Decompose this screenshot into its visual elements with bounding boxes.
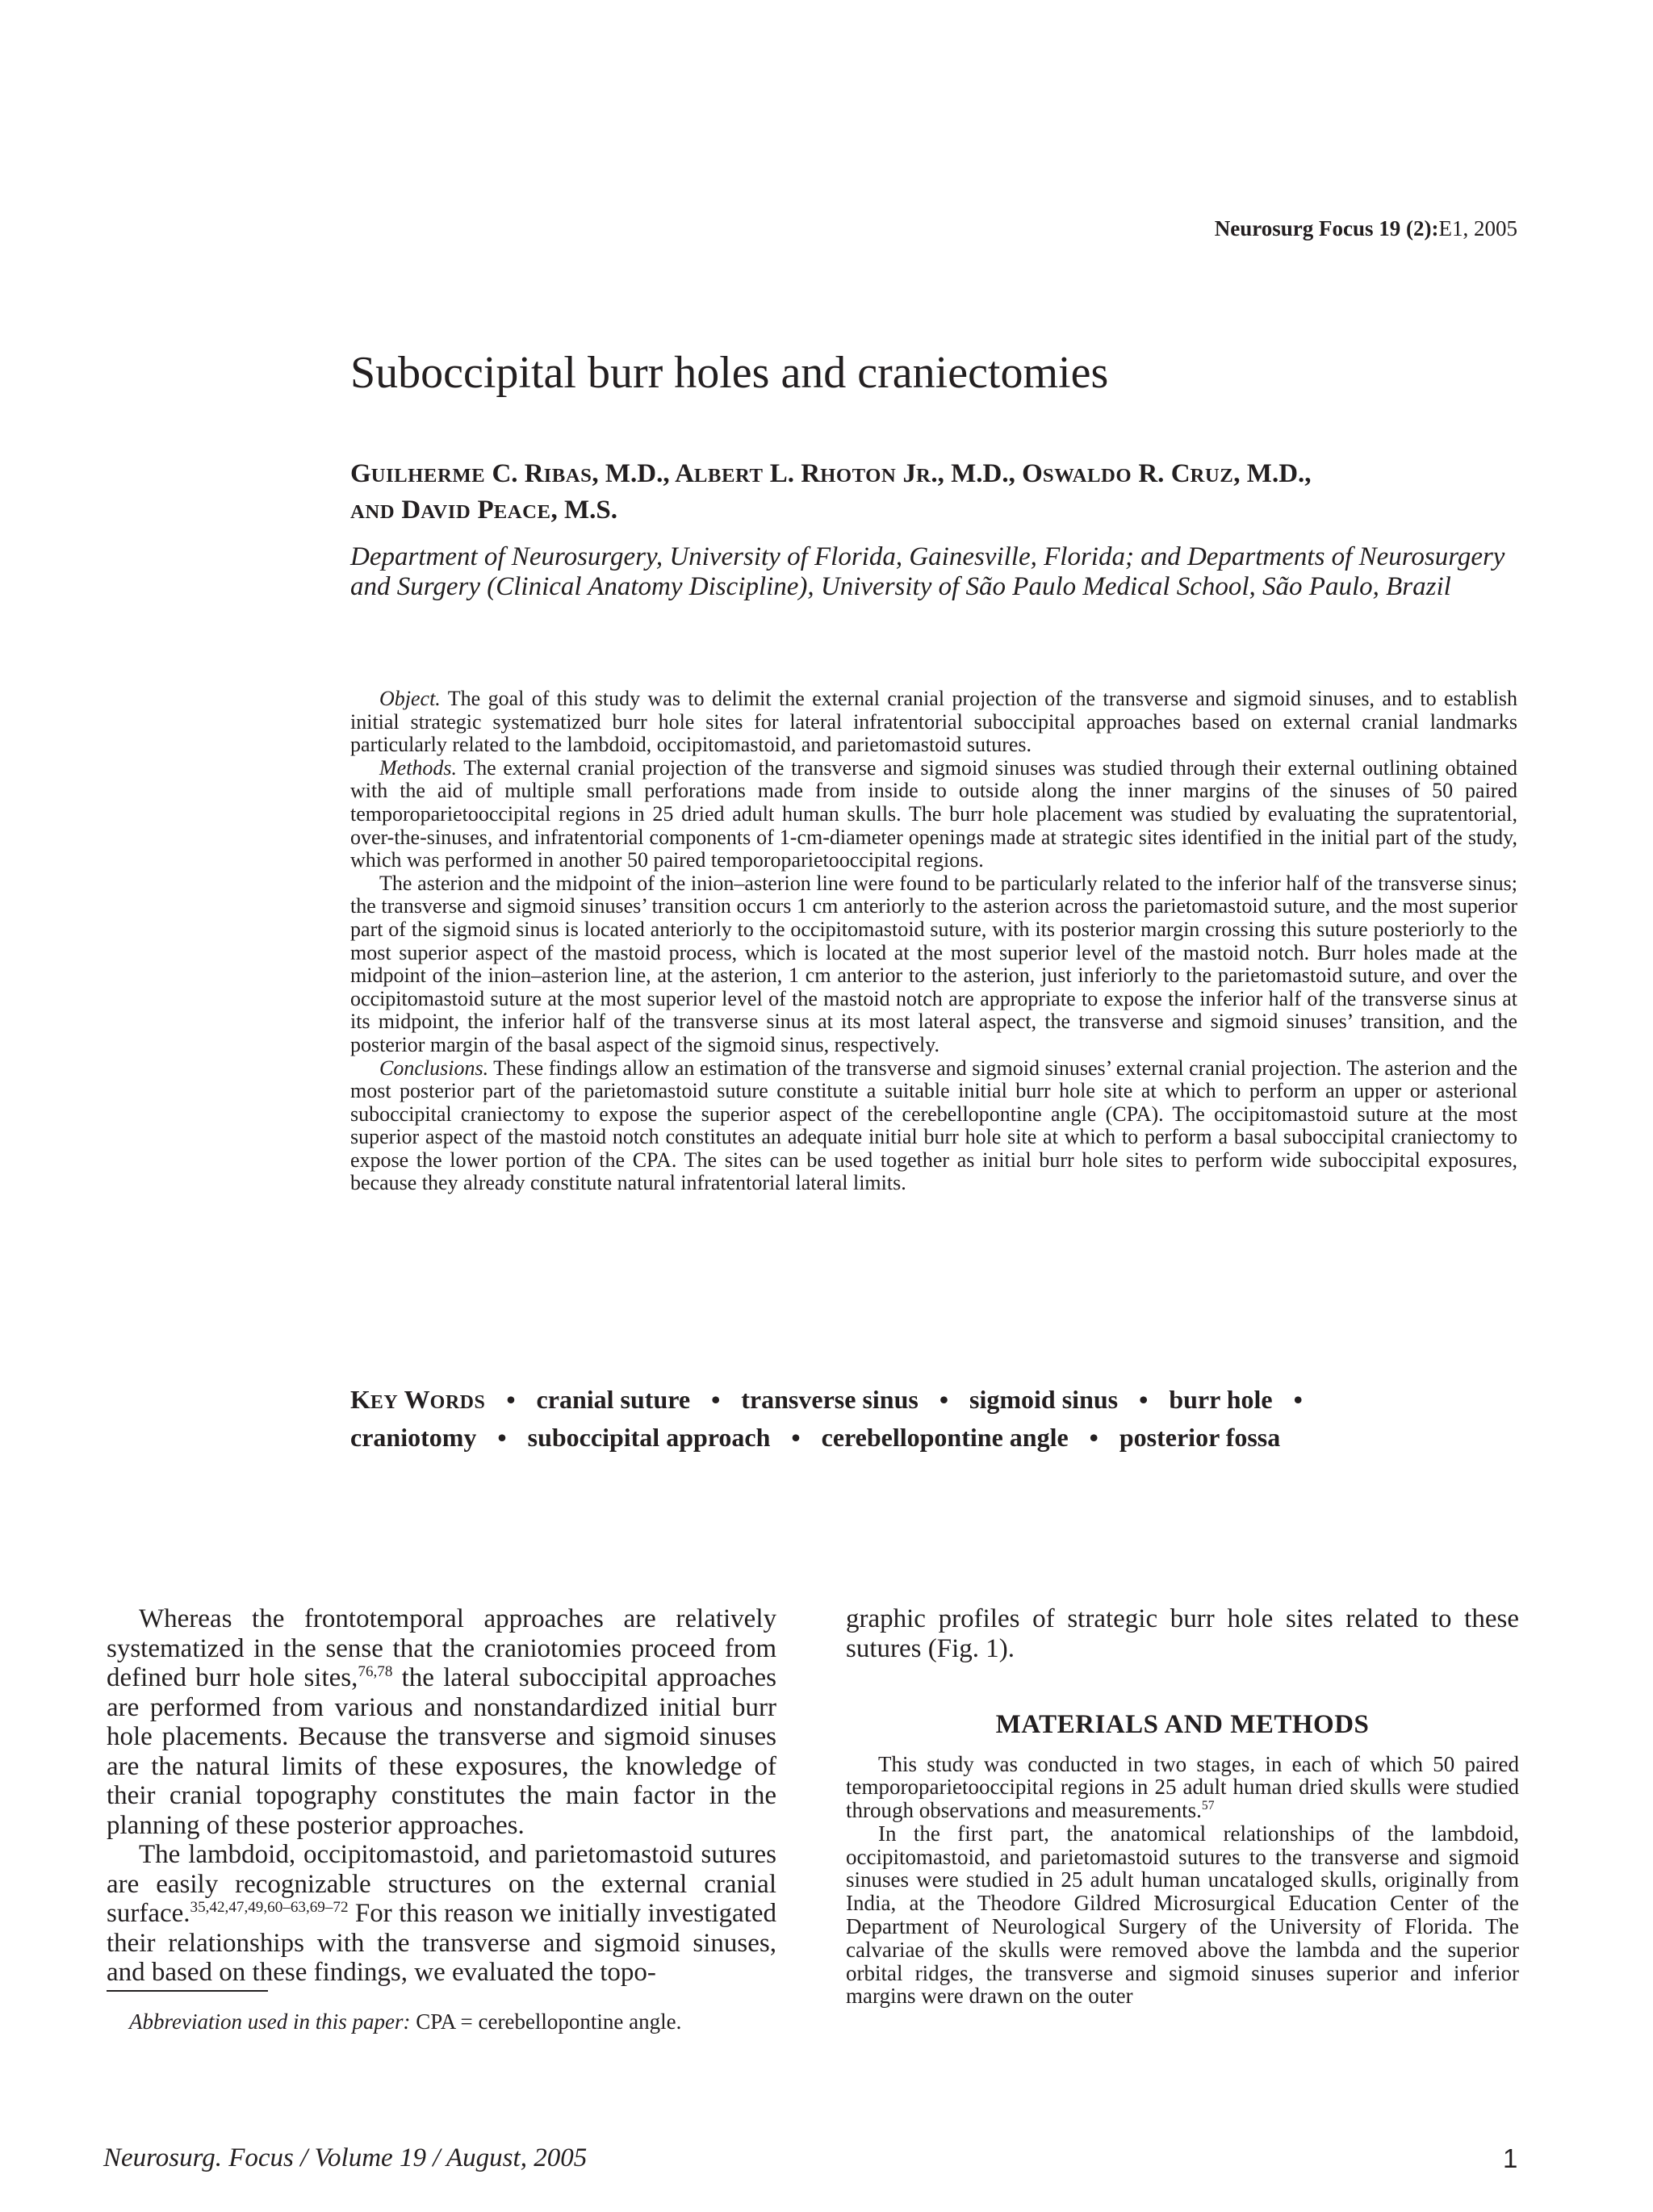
kw-label-w: W <box>398 1385 430 1414</box>
methods-text: The external cranial projection of the transverse and sigmoid sinuses was studied through their external outlining obtained with the aid of multiple small perforations made from inside to outside along the inner margins of the sinuses of 50 paired temporoparietooccipital regions in 25 dried adult human skulls. The burr hole placement was studied by evaluating the supratentorial, over-the-sinuses, and infratentorial components of 1-cm-diameter openings made at strategic sites identified in the initial part of the study, which was performed in another 50 paired temporoparietooccipital regions. <box>350 755 1517 872</box>
key-words <box>350 1382 1529 1455</box>
affiliation: Department of Neurosurgery, University of Florida, Gainesville, Florida; and Departments of Neurosurgery and Surgery (Clinical Anatomy Discipline), University of São Paulo Medical School, São Paulo, Brazil <box>350 542 1505 601</box>
bullet: • <box>506 1385 516 1414</box>
author-4-first-rest: AVID <box>421 501 471 523</box>
page-number: 1 <box>1503 2143 1518 2173</box>
author-4-initial: D <box>395 496 421 525</box>
footnote-rule <box>107 1990 268 1992</box>
keyword: cranial suture <box>536 1385 691 1414</box>
article-title: Suboccipital burr holes and craniectomies <box>350 348 1109 398</box>
abstract <box>350 688 1517 1195</box>
body-text: Whereas the frontotemporal approaches are relatively systematized in the sense that the craniotomies proceed from defined burr hole sites, <box>107 1604 776 1692</box>
citation: 35,42,47,49,60–63,69–72 <box>190 1899 349 1916</box>
keyword: cerebellopontine angle <box>821 1423 1069 1452</box>
author-3-last-rest: RUZ <box>1190 465 1234 487</box>
object-label: Object. <box>379 687 441 710</box>
author-3-degree: , M.D., <box>1233 459 1312 488</box>
footnote-text: CPA = cerebellopontine angle. <box>410 2009 682 2034</box>
body-text: This study was conducted in two stages, in each of which 50 paired temporoparietooccipital regions in 25 adult human dried skulls were studied through observations and measurements. <box>846 1751 1519 1823</box>
journal-name: Neurosurg Focus <box>1214 216 1374 240</box>
bullet: • <box>939 1385 949 1414</box>
methods-label: Methods. <box>379 755 458 780</box>
key-words-label <box>350 1385 485 1414</box>
author-3-initial: O <box>1022 459 1043 488</box>
author-2-suffix-rest: R <box>916 465 931 487</box>
author-3-last-initial: C <box>1170 459 1191 488</box>
author-3-first-rest: SWALDO <box>1042 465 1132 487</box>
body-text: The lambdoid, occipitomastoid, and parietomastoid sutures are easily recognizable structures on the external cranial surface. <box>107 1840 776 1928</box>
bullet: • <box>497 1423 507 1452</box>
journal-article: E1, 2005 <box>1438 216 1517 240</box>
author-2-middle: L. <box>763 459 801 488</box>
author-1-initial: G <box>350 459 371 488</box>
author-1-middle: C. <box>485 459 525 488</box>
bullet: • <box>1139 1385 1149 1414</box>
body-column-left <box>107 1604 776 1988</box>
author-2-initial: A <box>675 459 694 488</box>
author-list <box>350 457 1529 529</box>
abstract-conclusions <box>350 1057 1517 1196</box>
conclusions-label: Conclusions. <box>379 1056 489 1080</box>
journal-issue: (2): <box>1406 216 1439 240</box>
author-4-last-rest: EACE <box>493 501 551 523</box>
body-column-right <box>846 1604 1519 2008</box>
author-2-last-initial: R <box>801 459 821 488</box>
footnote <box>129 2009 681 2034</box>
author-2-last-rest: HOTON <box>820 465 897 487</box>
keyword: posterior fossa <box>1119 1423 1281 1452</box>
author-and: AND <box>350 501 395 523</box>
footer-journal: Neurosurg. Focus / Volume 19 / August, 2005 <box>103 2143 588 2172</box>
body-paragraph: In the first part, the anatomical relationships of the lambdoid, occipitomastoid, and parietomastoid sutures to the transverse and sigmoid sinuses were studied in 25 adult human uncataloged skulls, originally from India, at the Theodore Gildred Microsurgical Education Center of the Department of Neurological Surgery of the University of Florida. The calvariae of the skulls were removed above the lambda and the superior orbital ridges, the transverse and sigmoid sinuses superior and inferior margins were drawn on the outer <box>846 1821 1519 2009</box>
author-2-suffix-initial: J <box>896 459 917 488</box>
kw-label-k: K <box>350 1385 370 1414</box>
keyword: burr hole <box>1169 1385 1273 1414</box>
bullet: • <box>791 1423 801 1452</box>
journal-reference <box>1215 216 1517 241</box>
keyword: suboccipital approach <box>527 1423 771 1452</box>
author-1-degree: , M.D., <box>592 459 676 488</box>
keyword: sigmoid sinus <box>969 1385 1119 1414</box>
journal-volume: 19 <box>1379 216 1401 240</box>
abstract-results: The asterion and the midpoint of the inion–asterion line were found to be particularly related to the inferior half of the transverse sinus; the transverse and sigmoid sinuses’ transition occurs 1 cm anteriorly to the asterion across the parietomastoid suture, and the most superior part of the sigmoid sinus is located anteriorly to the occipitomastoid suture, with its posterior margin crossing this suture posteriorly to the most superior aspect of the mastoid process, which is located at the most superior level of the mastoid notch. Burr holes made at the midpoint of the inion–asterion line, at the asterion, 1 cm anterior to the asterion, just inferiorly to the parietomastoid suture, and over the occipitomastoid suture at the most superior level of the mastoid notch are appropriate to expose the inferior half of the transverse sinus at its midpoint, the inferior half of the transverse sinus at its most lateral aspect, the transverse and sigmoid sinuses’ transition, and the posterior margin of the basal aspect of the sigmoid sinus, respectively. <box>350 871 1517 1056</box>
author-4-degree: , M.S. <box>550 496 617 525</box>
author-2-first-rest: LBERT <box>693 465 764 487</box>
section-heading: MATERIALS AND METHODS <box>995 1710 1370 1739</box>
keyword: craniotomy <box>350 1423 477 1452</box>
citation: 57 <box>1201 1799 1215 1813</box>
footnote-label: Abbreviation used in this paper: <box>129 2009 411 2034</box>
citation: 76,78 <box>358 1663 393 1680</box>
author-2-degree: ., M.D., <box>931 459 1023 488</box>
conclusions-text: These findings allow an estimation of the transverse and sigmoid sinuses’ external cranial projection. The asterion and the most posterior part of the parietomastoid suture constitute a suitable initial burr hole site at which to perform an upper or asterional suboccipital craniectomy to expose the superior aspect of the cerebellopontine angle (CPA). The occipitomastoid suture at the most superior aspect of the mastoid notch constitutes an adequate initial burr hole site at which to perform a basal suboccipital craniectomy to expose the lower portion of the CPA. The sites can be used together as initial burr hole sites to perform wide suboccipital exposures, because they already constitute natural infratentorial lateral limits. <box>350 1056 1517 1195</box>
abstract-methods <box>350 757 1517 872</box>
body-text: the lateral suboccipital approaches are performed from various and nonstandardized initial burr hole placements. Because the transverse and sigmoid sinuses are the natural limits of these exposures, the knowledge of their cranial topography constitutes the main factor in the planning of these posterior approaches. <box>107 1663 776 1840</box>
kw-label-ords: ORDS <box>429 1392 486 1413</box>
kw-label-ey: EY <box>370 1392 399 1413</box>
bullet: • <box>711 1385 721 1414</box>
keyword: transverse sinus <box>741 1385 919 1414</box>
author-3-middle: R. <box>1132 459 1171 488</box>
bullet: • <box>1089 1423 1099 1452</box>
body-paragraph: graphic profiles of strategic burr hole sites related to these sutures (Fig. 1). <box>846 1604 1519 1663</box>
object-text: The goal of this study was to delimit the external cranial projection of the transverse and sigmoid sinuses, and to establish initial strategic systematized burr hole sites for lateral infratentorial suboccipital approaches based on external cranial landmarks particularly related to the lambdoid, occipitomastoid, and parietomastoid sutures. <box>350 687 1517 757</box>
author-1-first-rest: UILHERME <box>370 465 486 487</box>
body-paragraph <box>846 1753 1519 1822</box>
abstract-object <box>350 688 1517 757</box>
body-paragraph <box>107 1840 776 1988</box>
author-4-last-initial: P <box>471 496 494 525</box>
bullet: • <box>1293 1385 1303 1414</box>
body-text: For this reason we initially investigated their relationships with the transverse and sigmoid sinuses, and based on these findings, we evaluated the topo- <box>107 1899 776 1987</box>
body-paragraph <box>107 1604 776 1840</box>
author-1-last-rest: IBAS <box>543 465 592 487</box>
author-1-last-initial: R <box>524 459 544 488</box>
